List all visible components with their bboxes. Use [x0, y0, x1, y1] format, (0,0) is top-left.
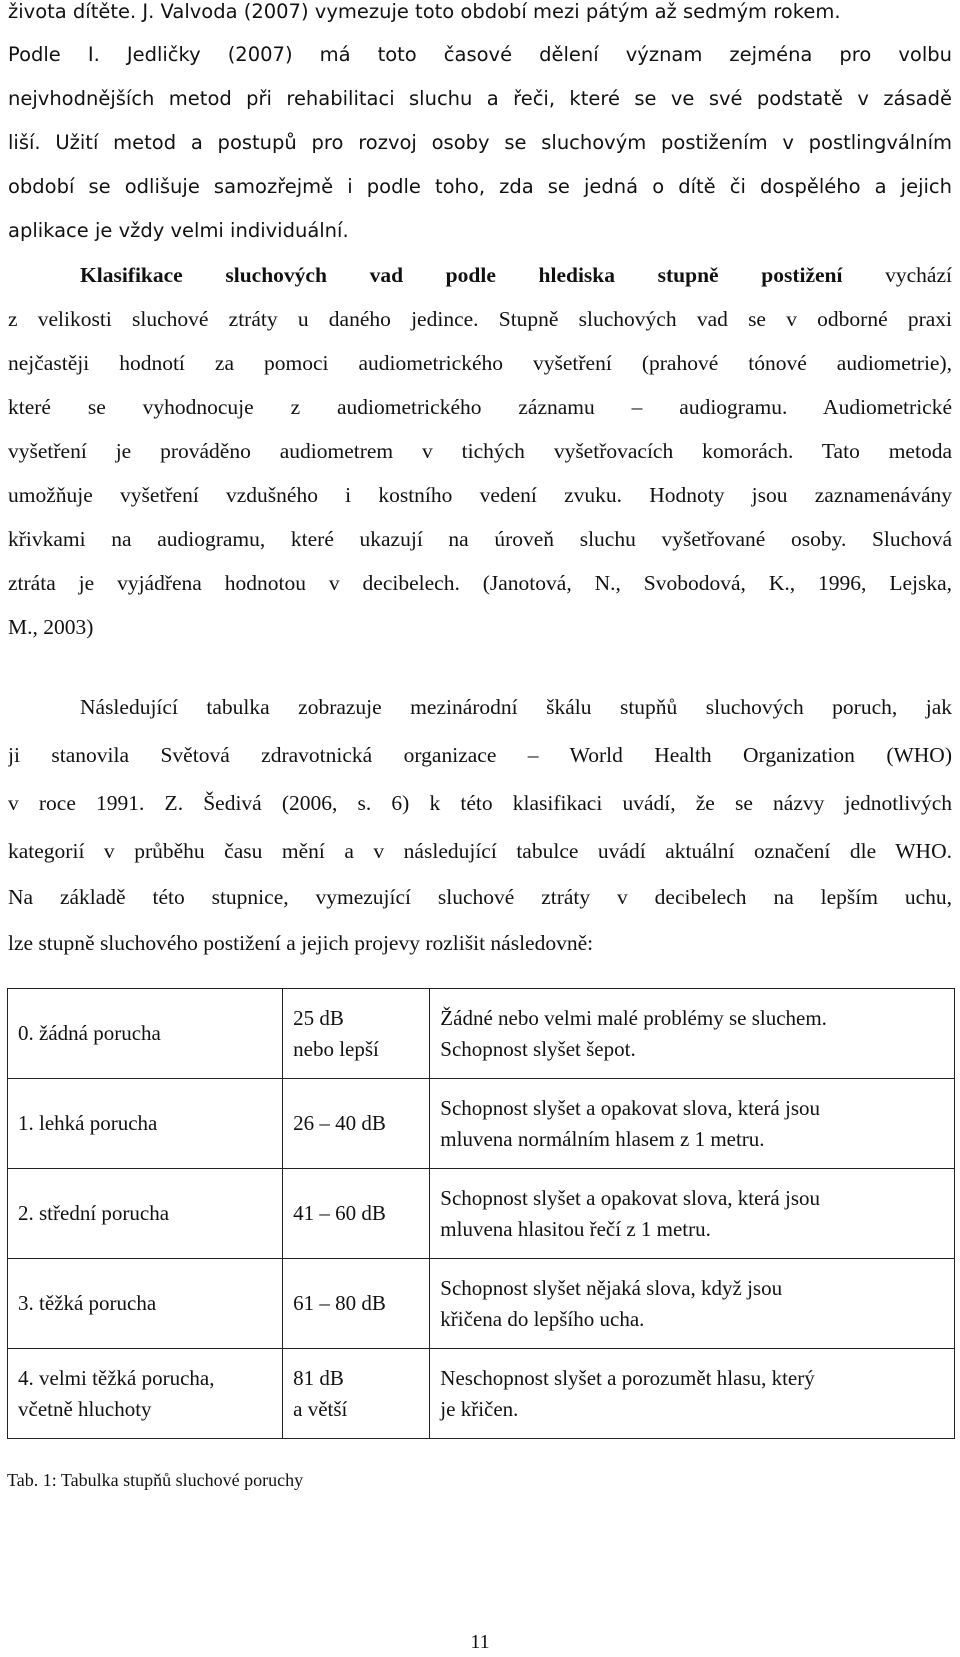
paragraph-2-line-2: z velikosti sluchové ztráty u daného jedince. Stupně sluchových vad se v odborné praxi	[8, 307, 952, 331]
page-number: 11	[470, 1631, 490, 1653]
paragraph-2-line-3: nejčastěji hodnotí za pomoci audiometrického vyšetření (prahové tónové audiometrie),	[8, 351, 952, 375]
db-cell	[283, 1169, 430, 1259]
db-cell	[283, 1079, 430, 1169]
description-cell	[430, 1079, 955, 1169]
description-line: Schopnost slyšet a opakovat slova, která jsou	[440, 1095, 820, 1120]
grade-label: 0. žádná porucha	[18, 1021, 161, 1045]
paragraph-2-line-8: ztráta je vyjádřena hodnotou v decibelech. (Janotová, N., Svobodová, K., 1996, Lejska,	[8, 571, 952, 595]
grade-label: 2. střední porucha	[18, 1201, 170, 1225]
paragraph-3-line-6: lze stupně sluchového postižení a jejich projevy rozlišit následovně:	[8, 931, 594, 955]
paragraph-3-line-3: v roce 1991. Z. Šedivá (2006, s. 6) k této klasifikaci uvádí, že se názvy jednotlivých	[8, 791, 952, 815]
description-cell	[430, 1259, 955, 1349]
description-line: Schopnost slyšet nějaká slova, když jsou	[440, 1275, 783, 1300]
paragraph-1-line-3: nejvhodnějších metod při rehabilitaci sluchu a řeči, které se ve své podstatě v zásadě	[8, 87, 952, 110]
table-row	[8, 1079, 955, 1169]
classification-heading: Klasifikace sluchových vad podle hlediska stupně postižení	[80, 263, 843, 287]
paragraph-3-line-5: Na základě této stupnice, vymezující sluchové ztráty v decibelech na lepším uchu,	[8, 885, 952, 909]
grade-cell	[8, 1259, 283, 1349]
classification-lead-rest: vychází	[885, 263, 952, 287]
grade-label: 4. velmi těžká porucha,	[18, 1365, 215, 1390]
grade-cell	[8, 1079, 283, 1169]
paragraph-1-line-4: liší. Užití metod a postupů pro rozvoj osoby se sluchovým postižením v postlingválním	[8, 131, 952, 154]
description-cell	[430, 1349, 955, 1439]
hearing-loss-table	[7, 988, 955, 1439]
paragraph-2-line-7: křivkami na audiogramu, které ukazují na úroveň sluchu vyšetřované osoby. Sluchová	[8, 527, 952, 551]
description-line: křičena do lepšího ucha.	[440, 1306, 645, 1331]
description-line: Žádné nebo velmi malé problémy se sluchem.	[440, 1005, 827, 1030]
paragraph-2-line-6: umožňuje vyšetření vzdušného i kostního vedení zvuku. Hodnoty jsou zaznamenávány	[8, 483, 952, 507]
description-line: Schopnost slyšet šepot.	[440, 1036, 636, 1061]
description-cell	[430, 989, 955, 1079]
description-line: mluvena normálním hlasem z 1 metru.	[440, 1126, 765, 1151]
description-line: mluvena hlasitou řečí z 1 metru.	[440, 1216, 711, 1241]
description-line: Neschopnost slyšet a porozumět hlasu, který	[440, 1365, 815, 1390]
paragraph-3-line-2: ji stanovila Světová zdravotnická organizace – World Health Organization (WHO)	[8, 743, 952, 767]
db-range-suffix: nebo lepší	[293, 1036, 379, 1061]
description-line: je křičen.	[440, 1396, 519, 1421]
grade-label: 3. těžká porucha	[18, 1291, 157, 1315]
db-range-suffix: a větší	[293, 1396, 348, 1421]
paragraph-3-line-4: kategorií v průběhu času mění a v následující tabulce uvádí aktuální označení dle WHO.	[8, 839, 952, 863]
paragraph-2-line-4: které se vyhodnocuje z audiometrického záznamu – audiogramu. Audiometrické	[8, 395, 952, 419]
db-range: 61 – 80 dB	[293, 1291, 386, 1315]
db-cell	[283, 1259, 430, 1349]
paragraph-1-line-1: života dítěte. J. Valvoda (2007) vymezuje toto období mezi pátým až sedmým rokem.	[8, 0, 841, 23]
db-cell	[283, 1349, 430, 1439]
paragraph-3-line-1: Následující tabulka zobrazuje mezinárodní škálu stupňů sluchových poruch, jak	[80, 695, 952, 719]
db-range: 41 – 60 dB	[293, 1201, 386, 1225]
table-caption: Tab. 1: Tabulka stupňů sluchové poruchy	[7, 1470, 304, 1490]
paragraph-1-line-5: období se odlišuje samozřejmě i podle toho, zda se jedná o dítě či dospělého a jejich	[8, 175, 952, 198]
table-row	[8, 1169, 955, 1259]
paragraph-2-line-1	[80, 258, 952, 292]
paragraph-1-line-6: aplikace je vždy velmi individuální.	[8, 219, 349, 242]
paragraph-2-line-5: vyšetření je prováděno audiometrem v tichých vyšetřovacích komorách. Tato metoda	[8, 439, 952, 463]
paragraph-2-line-9: M., 2003)	[8, 615, 94, 639]
paragraph-1-line-2: Podle I. Jedličky (2007) má toto časové dělení význam zejména pro volbu	[8, 43, 952, 66]
grade-cell	[8, 1349, 283, 1439]
db-cell	[283, 989, 430, 1079]
db-range: 25 dB	[293, 1005, 344, 1030]
grade-label-line-2: včetně hluchoty	[18, 1396, 152, 1421]
db-range: 81 dB	[293, 1365, 344, 1390]
db-range: 26 – 40 dB	[293, 1111, 386, 1135]
description-line: Schopnost slyšet a opakovat slova, která jsou	[440, 1185, 820, 1210]
description-cell	[430, 1169, 955, 1259]
grade-cell	[8, 989, 283, 1079]
table-row	[8, 1349, 955, 1439]
grade-label: 1. lehká porucha	[18, 1111, 158, 1135]
grade-cell	[8, 1169, 283, 1259]
table-row	[8, 989, 955, 1079]
table-row	[8, 1259, 955, 1349]
